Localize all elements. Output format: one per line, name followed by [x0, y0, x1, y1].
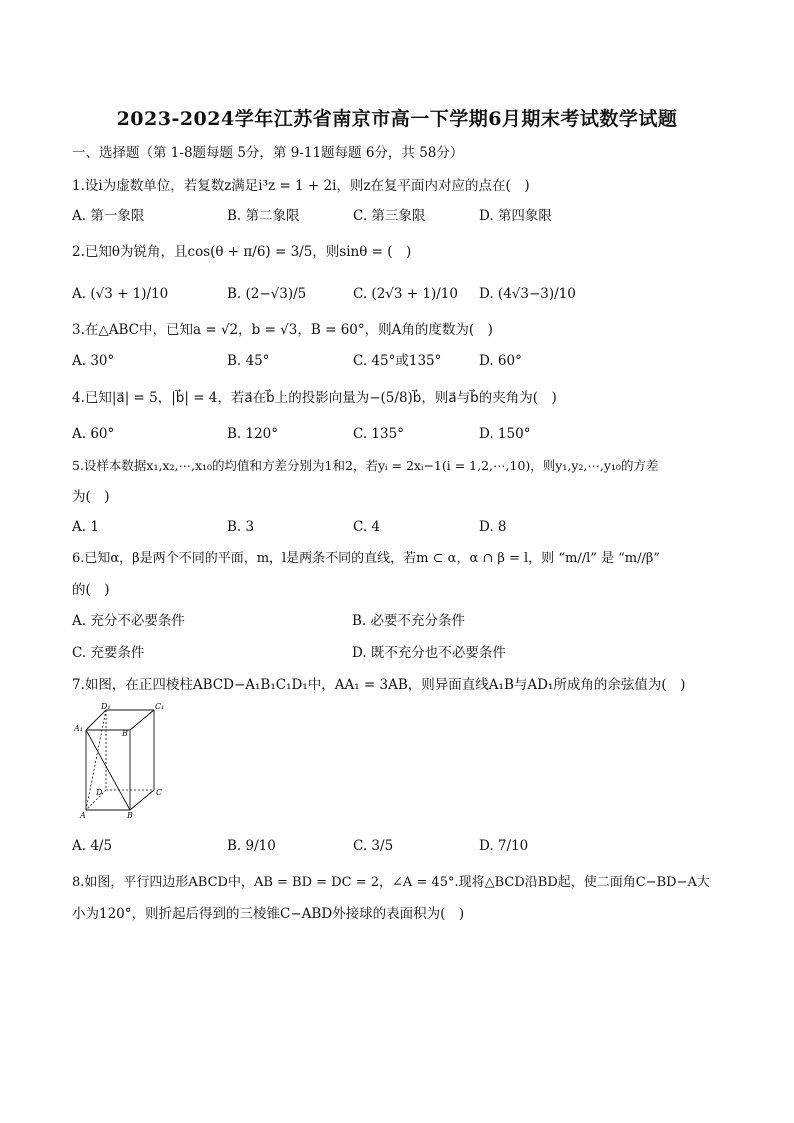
q4-option-b[interactable]: B. 120° — [227, 426, 279, 442]
q7-option-a[interactable]: A. 4/5 — [72, 838, 113, 854]
q7-option-b[interactable]: B. 9/10 — [227, 838, 276, 854]
edge-b1-c1 — [130, 710, 154, 730]
q2-option-c[interactable]: C. (2√3 + 1)/10 — [353, 286, 458, 302]
label-a1: A₁ — [74, 724, 83, 733]
q6-option-d[interactable]: D. 既不充分也不必要条件 — [352, 645, 506, 661]
label-b: B — [127, 811, 133, 820]
q3-option-b[interactable]: B. 45° — [227, 353, 270, 369]
label-c: C — [156, 788, 163, 797]
question-6-stem-line-2: 的( ) — [72, 582, 110, 598]
label-c1: C₁ — [155, 702, 165, 711]
question-6-stem-line-1: 6.已知α，β是两个不同的平面，m，l是两条不同的直线，若m ⊂ α，α ∩ β = l，则 “m//l” 是 “m//β” — [72, 551, 661, 566]
q7-option-c[interactable]: C. 3/5 — [353, 838, 394, 854]
page-title: 2023-2024学年江苏省南京市高一下学期6月期末考试数学试题 — [116, 108, 678, 130]
label-d1: D₁ — [101, 702, 111, 711]
q1-option-c[interactable]: C. 第三象限 — [353, 208, 426, 224]
q4-option-c[interactable]: C. 135° — [353, 426, 404, 442]
q5-option-d[interactable]: D. 8 — [479, 519, 507, 535]
q4-option-a[interactable]: A. 60° — [72, 426, 115, 442]
label-a: A — [80, 811, 86, 820]
q3-option-d[interactable]: D. 60° — [479, 353, 522, 369]
q3-option-a[interactable]: A. 30° — [72, 353, 115, 369]
label-b1-top: B — [122, 729, 128, 738]
question-8-stem-line-2: 小为120°，则折起后得到的三棱锥C−ABD外接球的表面积为( ) — [72, 906, 465, 922]
question-7-stem: 7.如图，在正四棱柱ABCD−A₁B₁C₁D₁中，AA₁ = 3AB，则异面直线A₁B与AD₁所成角的余弦值为( ) — [72, 677, 686, 693]
q1-option-d[interactable]: D. 第四象限 — [479, 208, 552, 224]
q5-option-a[interactable]: A. 1 — [72, 519, 99, 535]
q6-option-c[interactable]: C. 充要条件 — [72, 645, 145, 661]
q1-option-a[interactable]: A. 第一象限 — [72, 208, 145, 224]
section-heading: 一、选择题（第 1-8题每题 5分，第 9-11题每题 6分，共 58分） — [72, 145, 464, 161]
q2-option-d[interactable]: D. (4√3−3)/10 — [479, 286, 576, 302]
q6-option-a[interactable]: A. 充分不必要条件 — [72, 613, 185, 629]
q5-option-c[interactable]: C. 4 — [353, 519, 381, 535]
question-3-stem: 3.在△ABC中，已知a = √2，b = √3，B = 60°，则A角的度数为( ) — [72, 322, 493, 338]
segment-a1-b — [86, 730, 130, 810]
question-1-stem: 1.设i为虚数单位，若复数z满足i³z = 1 + 2i，则z在复平面内对应的点在( ) — [72, 178, 530, 194]
question-5-stem-line-1: 5.设样本数据x₁,x₂,⋯,x₁₀的均值和方差分别为1和2，若yᵢ = 2xᵢ−1(i = 1,2,⋯,10)，则y₁,y₂,⋯,y₁₀的方差 — [72, 458, 659, 473]
q7-option-d[interactable]: D. 7/10 — [479, 838, 529, 854]
q2-option-a[interactable]: A. (√3 + 1)/10 — [72, 286, 169, 302]
prism-figure — [72, 702, 172, 820]
q6-option-b[interactable]: B. 必要不充分条件 — [352, 613, 466, 629]
question-5-stem-line-2: 为( ) — [72, 489, 110, 505]
q1-option-b[interactable]: B. 第二象限 — [227, 208, 300, 224]
q5-option-b[interactable]: B. 3 — [227, 519, 255, 535]
question-8-stem-line-1: 8.如图，平行四边形ABCD中，AB = BD = DC = 2，∠A = 45°.现将△BCD沿BD起，使二面角C−BD−A大 — [72, 875, 710, 890]
q2-option-b[interactable]: B. (2−√3)/5 — [227, 286, 307, 302]
label-d: D — [96, 788, 103, 797]
edge-b-c — [130, 790, 154, 810]
question-4-stem: 4.已知|a⃗| = 5，|b⃗| = 4，若a⃗在b⃗上的投影向量为−(5/8)b⃗，则a⃗与b⃗的夹角为( ) — [72, 390, 557, 406]
q3-option-c[interactable]: C. 45°或135° — [353, 353, 442, 369]
q4-option-d[interactable]: D. 150° — [479, 426, 531, 442]
question-2-stem: 2.已知θ为锐角，且cos(θ + π/6) = 3/5，则sinθ = ( ) — [72, 244, 412, 260]
